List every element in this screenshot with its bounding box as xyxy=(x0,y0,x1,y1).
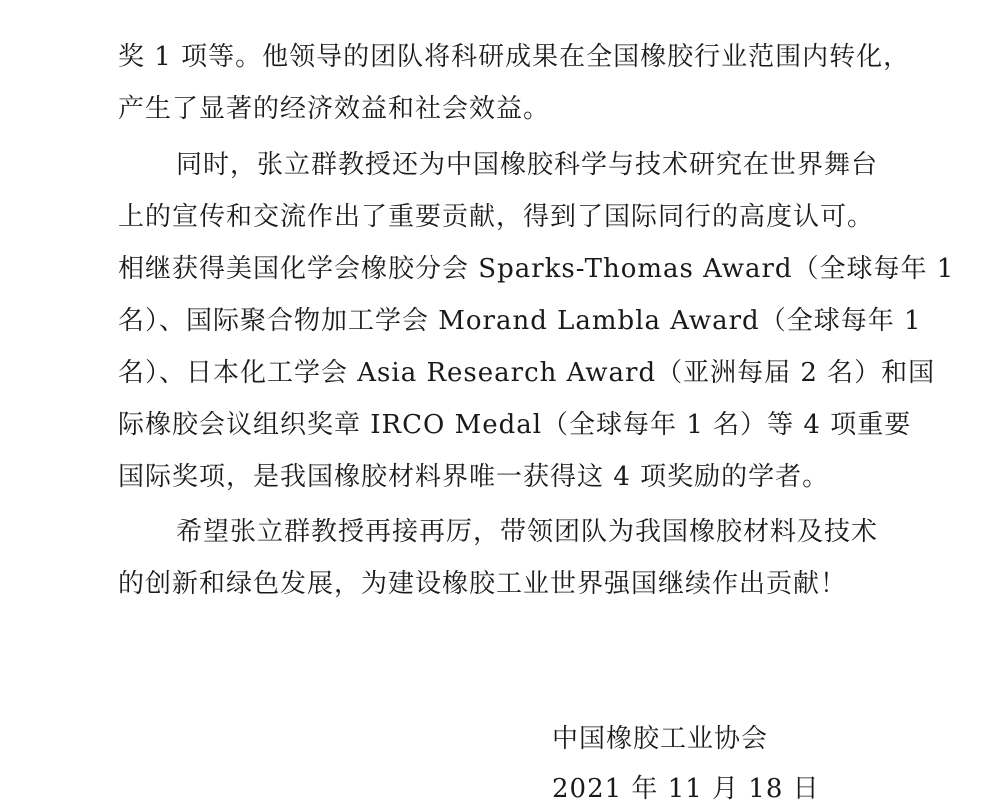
signature-date: 2021 年 11 月 18 日 xyxy=(552,774,820,804)
paragraph-line-7: 名）、日本化工学会 Asia Research Award（亚洲每届 2 名）和国 xyxy=(118,358,936,388)
paragraph-line-3: 同时，张立群教授还为中国橡胶科学与技术研究在世界舞台 xyxy=(176,150,879,180)
paragraph-line-10: 希望张立群教授再接再厉，带领团队为我国橡胶材料及技术 xyxy=(176,517,879,547)
paragraph-line-8: 际橡胶会议组织奖章 IRCO Medal（全球每年 1 名）等 4 项重要 xyxy=(118,410,912,440)
paragraph-line-4: 上的宣传和交流作出了重要贡献，得到了国际同行的高度认可。 xyxy=(118,202,875,232)
paragraph-line-9: 国际奖项，是我国橡胶材料界唯一获得这 4 项奖励的学者。 xyxy=(118,462,830,492)
paragraph-line-2: 产生了显著的经济效益和社会效益。 xyxy=(118,94,551,124)
paragraph-line-5: 相继获得美国化学会橡胶分会 Sparks-Thomas Award（全球每年 1 xyxy=(118,254,955,284)
signature-organization: 中国橡胶工业协会 xyxy=(552,724,769,754)
paragraph-line-1: 奖 1 项等。他领导的团队将科研成果在全国橡胶行业范围内转化， xyxy=(118,42,911,72)
paragraph-line-6: 名）、国际聚合物加工学会 Morand Lambla Award（全球每年 1 xyxy=(118,306,922,336)
paragraph-line-11: 的创新和绿色发展，为建设橡胶工业世界强国继续作出贡献！ xyxy=(118,569,848,599)
